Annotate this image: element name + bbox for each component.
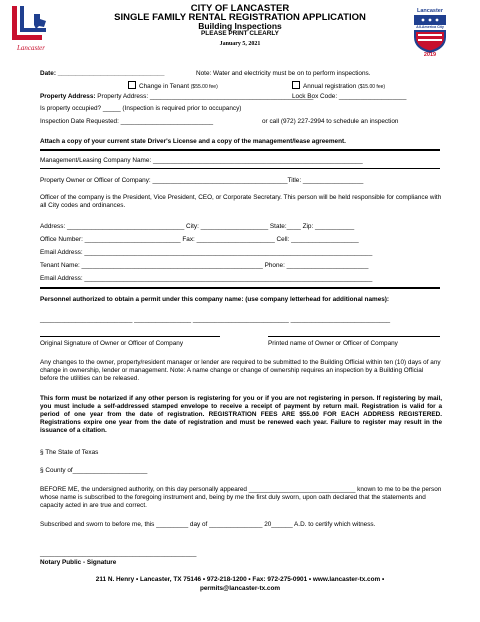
lock-box-field[interactable]: Lock Box Code: ___________________	[292, 93, 407, 100]
occupied-field[interactable]: Is property occupied? _____ (Inspection is required prior to occupancy)	[40, 105, 242, 112]
attach-instructions: Attach a copy of your current state Driver's License and a copy of the management/lease agreement.	[40, 138, 346, 145]
all-america-city-logo	[408, 8, 452, 60]
personnel-heading: Personnel authorized to obtain a permit under this company name: (use company letterhead for additional names):	[40, 296, 390, 303]
notary-county[interactable]: § County of_____________________	[40, 467, 148, 474]
property-address-field[interactable]: Property Address: Property Address: ______________________________________________	[40, 93, 314, 100]
annual-registration-checkbox[interactable]	[292, 81, 300, 89]
form-subtitle: Building Inspections	[198, 21, 282, 31]
badge-city: Lancaster	[417, 8, 443, 14]
section-divider	[40, 168, 440, 169]
footer-address: 211 N. Henry • Lancaster, TX 75146 • 972-218-1200 • Fax: 972-275-0901 • www.lancaster-tx.com •	[95, 576, 385, 583]
city-name: CITY OF LANCASTER	[190, 3, 290, 14]
inspection-date-field[interactable]: Inspection Date Requested: __________________________	[40, 118, 214, 125]
footer-email[interactable]: permits@lancaster-tx.com	[199, 585, 281, 592]
logo-wordmark: Lancaster	[17, 44, 45, 52]
section-divider	[40, 287, 440, 289]
notarization-notice: This form must be notarized if any other person is registering for you or if you are not registering in person. If registering by mail, you must include a self-addressed stamped envelope to receive a receipt of payment by return mail. Registration is valid for a period of one year from the date of registration. REGISTRATION FEES ARE $55.00 FOR EACH ADDRESS REGISTERED. Registrations expire one year from the date of registration and must be renewed each year. Failure to register may result in the issuance of a citation.	[40, 395, 442, 434]
badge-label: All-America City	[416, 25, 444, 29]
badge-year: 2019	[423, 52, 437, 58]
signature-line[interactable]	[40, 336, 220, 337]
annual-registration-option[interactable]: Annual registration ($15.00 fee)	[292, 81, 385, 91]
office-number-field[interactable]: Office Number: ___________________________ Fax: ______________________ Cell: ___________________	[40, 236, 359, 243]
email-field[interactable]: Email Address: _________________________________________________________________________________	[40, 249, 373, 256]
management-company-field[interactable]: Management/Leasing Company Name: ___________________________________________________________	[40, 157, 363, 164]
date-field[interactable]: Date: ______________________________	[40, 70, 165, 77]
change-tenant-option[interactable]: Change in Tenant ($55.00 fee)	[128, 81, 218, 91]
notary-state: § The State of Texas	[40, 449, 99, 456]
personnel-lines[interactable]: __________________________ ________________ ___________________________ ____________________________	[40, 316, 391, 323]
water-note: Note: Water and electricity must be on to perform inspections.	[196, 70, 371, 77]
tenant-email-field[interactable]: Email Address: _________________________________________________________________________________	[40, 275, 373, 282]
notary-signature-label: Notary Public - Signature	[40, 559, 117, 566]
change-notice: Any changes to the owner, property/resident manager or lender are required to be submitted to the Building Official within ten (10) days of any change in ownership, lender or management. Note: A name change or change of ownership requires an inspection by a Building Official before the utilities can be released.	[40, 359, 441, 382]
notary-signature-line[interactable]: ____________________________________________	[40, 550, 197, 557]
before-me-statement: BEFORE ME, the undersigned authority, on this day personally appeared ______________________________ known to me to be the person whose name is subscribed to the foregoing instrument and, being by me the first duly sworn, upon oath declared that the statements and capacity acted in are true and correct.	[40, 486, 442, 509]
section-divider	[40, 149, 440, 151]
print-note: PLEASE PRINT CLEARLY	[201, 30, 279, 37]
printed-name-line[interactable]	[268, 336, 440, 337]
subscribed-statement: Subscribed and sworn to before me, this _________ day of _______________ 20______ A.D. to certify which witness.	[40, 521, 376, 528]
form-title: SINGLE FAMILY RENTAL REGISTRATION APPLICATION	[114, 12, 366, 23]
address-field[interactable]: Address: _________________________________ City: ___________________ State:____ Zip: ___________	[40, 223, 355, 230]
property-owner-field[interactable]: Property Owner or Officer of Company: ______________________________________Title: _________________	[40, 177, 364, 184]
change-tenant-checkbox[interactable]	[128, 81, 136, 89]
shield-icon	[414, 15, 446, 53]
schedule-note: or call (972) 227-2994 to schedule an inspection	[262, 118, 399, 125]
officer-note: Officer of the company is the President, Vice President, CEO, or Corporate Secretary. This person will be held responsible for compliance with all City codes and ordinances.	[40, 194, 442, 209]
form-date: January 5, 2021	[219, 41, 261, 47]
tenant-name-field[interactable]: Tenant Name: ___________________________________________________ Phone: _______________________	[40, 262, 369, 269]
signature-label: Original Signature of Owner or Officer of Company	[40, 340, 184, 347]
printed-name-label: Printed name of Owner or Officer of Company	[268, 340, 398, 347]
